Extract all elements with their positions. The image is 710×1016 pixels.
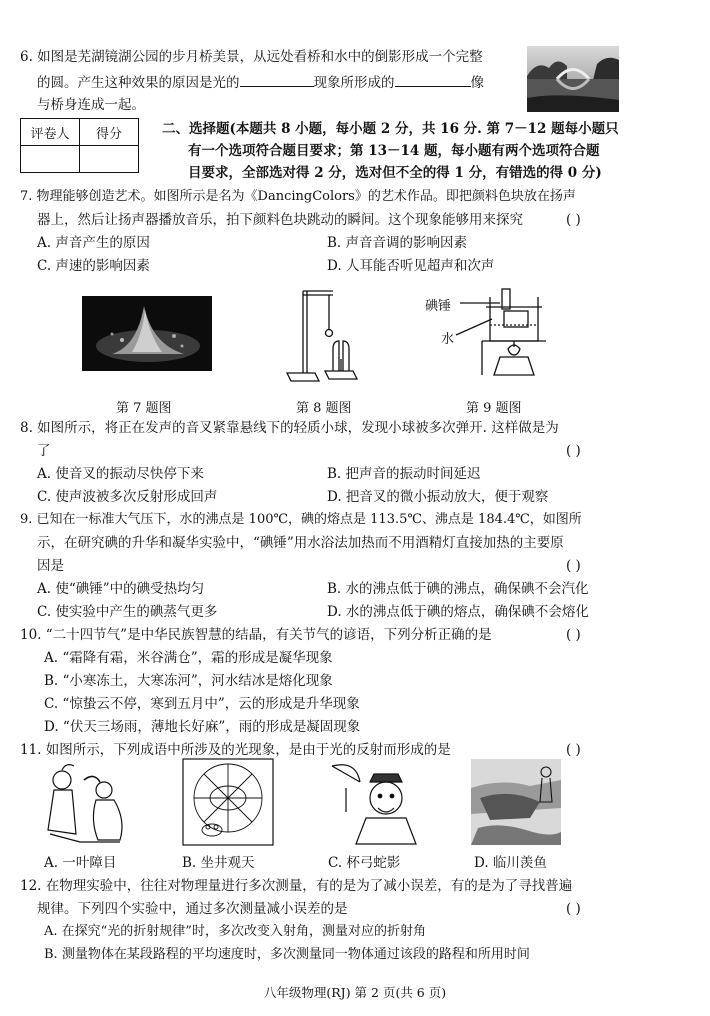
q7-option-b: B. 声音音调的影响因素 (327, 235, 468, 251)
q12-option-a: A. 在探究“光的折射规律”时，多次改变入射角，测量对应的折射角 (44, 924, 426, 939)
q6-blank-2[interactable] (395, 72, 471, 87)
reviewer-header: 评卷人 (21, 119, 80, 146)
q11-option-b: B. 坐井观天 (182, 855, 255, 871)
fig9-caption: 第 9 题图 (466, 401, 522, 416)
score-header: 得分 (80, 119, 139, 146)
q9-option-b: B. 水的沸点低于碘的沸点，确保碘不会汽化 (327, 581, 589, 597)
q6-text-a: 的圆。产生这种效果的原因是光的 (37, 75, 240, 91)
score-table (20, 118, 139, 173)
fig7-caption: 第 7 题图 (116, 401, 172, 416)
fig9-label-iodine-hammer: 碘锤 (425, 299, 452, 314)
q7-line-2: 器上，然后让扬声器播放音乐，拍下颜料色块跳动的瞬间。这个现象能够用来探究 (37, 212, 523, 228)
q10-option-a: A. “霜降有霜，米谷满仓”，霜的形成是凝华现象 (44, 650, 333, 666)
q9-option-d: D. 水的沸点低于碘的熔点，确保碘不会熔化 (327, 604, 589, 620)
bridge-photo (527, 46, 619, 112)
q11-option-c: C. 杯弓蛇影 (328, 855, 401, 871)
q10-option-d: D. “伏天三场雨，薄地长好麻”，雨的形成是凝固现象 (44, 719, 361, 735)
q11-option-a: A. 一叶障目 (44, 855, 117, 871)
q11-line: 11. 如图所示，下列成语中所涉及的光现象，是由于光的反射而形成的是 (20, 742, 451, 758)
q9-line-3: 因是 (37, 558, 64, 574)
q9-answer-paren[interactable]: ( ) (566, 558, 581, 574)
fig7-paint-splash-photo (82, 296, 212, 371)
q12-answer-paren[interactable]: ( ) (566, 901, 581, 917)
q9-option-a: A. 使“碘锤”中的碘受热均匀 (37, 581, 205, 597)
q6-text-b: 现象所形成的 (313, 75, 395, 91)
q7-option-a: A. 声音产生的原因 (37, 235, 150, 251)
q8-answer-paren[interactable]: ( ) (566, 443, 581, 459)
q10-option-c: C. “惊蛰云不停，寒到五月中”，云的形成是升华现象 (44, 696, 360, 712)
q10-line: 10. “二十四节气”是中华民族智慧的结晶，有关节气的谚语，下列分析正确的是 (20, 627, 492, 643)
score-cell[interactable] (80, 146, 139, 173)
page-footer: 八年级物理(RJ) 第 2 页(共 6 页) (263, 985, 447, 1000)
q6-line-2 (37, 72, 484, 92)
q7-option-d: D. 人耳能否听见超声和次声 (327, 258, 495, 274)
q6-blank-1[interactable] (240, 72, 314, 87)
q11-image-d-river-fish (470, 758, 562, 846)
q6-line-3: 与桥身连成一起。 (37, 97, 145, 113)
q8-line-1: 8. 如图所示，将正在发声的音叉紧靠悬线下的轻质小球，发现小球被多次弹开. 这样做是为 (20, 420, 559, 436)
q9-line-2: 示，在研究碘的升华和凝华实验中，“碘锤”用水浴法加热而不用酒精灯直接加热的主要原 (37, 535, 564, 551)
q8-option-b: B. 把声音的振动时间延迟 (327, 466, 481, 482)
reviewer-cell[interactable] (21, 146, 80, 173)
q11-option-d: D. 临川羡鱼 (474, 855, 547, 871)
q7-line-1: 7. 物理能够创造艺术。如图所示是名为《DancingColors》的艺术作品。即把颜料色块放在扬声 (20, 189, 576, 204)
q8-option-a: A. 使音叉的振动尽快停下来 (37, 466, 204, 482)
q7-answer-paren[interactable]: ( ) (566, 212, 581, 228)
q11-image-b-well-frog (182, 758, 274, 846)
q7-option-c: C. 声速的影响因素 (37, 258, 150, 274)
q8-line-2: 了 (37, 443, 51, 459)
fig8-caption: 第 8 题图 (296, 401, 352, 416)
q6-line-1: 6. 如图是芜湖镜湖公园的步月桥美景，从远处看桥和水中的倒影形成一个完整 (20, 49, 483, 65)
q12-line-2: 规律。下列四个实验中，通过多次测量减小误差的是 (37, 901, 348, 917)
q12-line-1: 12. 在物理实验中，往往对物理量进行多次测量，有的是为了减小误差，有的是为了寻找普遍 (20, 878, 573, 894)
q6-text-c: 像 (470, 75, 484, 91)
q10-answer-paren[interactable]: ( ) (566, 627, 581, 643)
q12-option-b: B. 测量物体在某段路程的平均速度时，多次测量同一物体通过该段的路程和所用时间 (44, 947, 530, 962)
section2-line-1: 二、选择题(本题共 8 小题，每小题 2 分，共 16 分. 第 7－12 题每小题只 (162, 121, 619, 137)
q10-option-b: B. “小寒冻土，大寒冻河”，河水结冰是熔化现象 (44, 673, 333, 689)
q8-option-d: D. 把音叉的微小振动放大，便于观察 (327, 489, 549, 505)
q9-option-c: C. 使实验中产生的碘蒸气更多 (37, 604, 218, 620)
fig8-tuning-fork-diagram (281, 285, 361, 389)
q8-option-c: C. 使声波被多次反射形成回声 (37, 489, 218, 505)
section2-line-2: 有一个选项符合题目要求；第 13－14 题，每小题有两个选项符合题 (188, 143, 600, 159)
fig9-label-water: 水 (441, 332, 455, 347)
q11-image-c-bow-cup (326, 758, 418, 846)
q9-line-1: 9. 已知在一标准大气压下，水的沸点是 100℃，碘的熔点是 113.5℃、沸点是 184.4℃，如图所 (20, 512, 582, 527)
section2-line-3: 目要求，全部选对得 2 分，选对但不全的得 1 分，有错选的得 0 分) (188, 165, 602, 181)
q11-image-a-leaf-eye (40, 760, 132, 846)
q11-answer-paren[interactable]: ( ) (566, 742, 581, 758)
